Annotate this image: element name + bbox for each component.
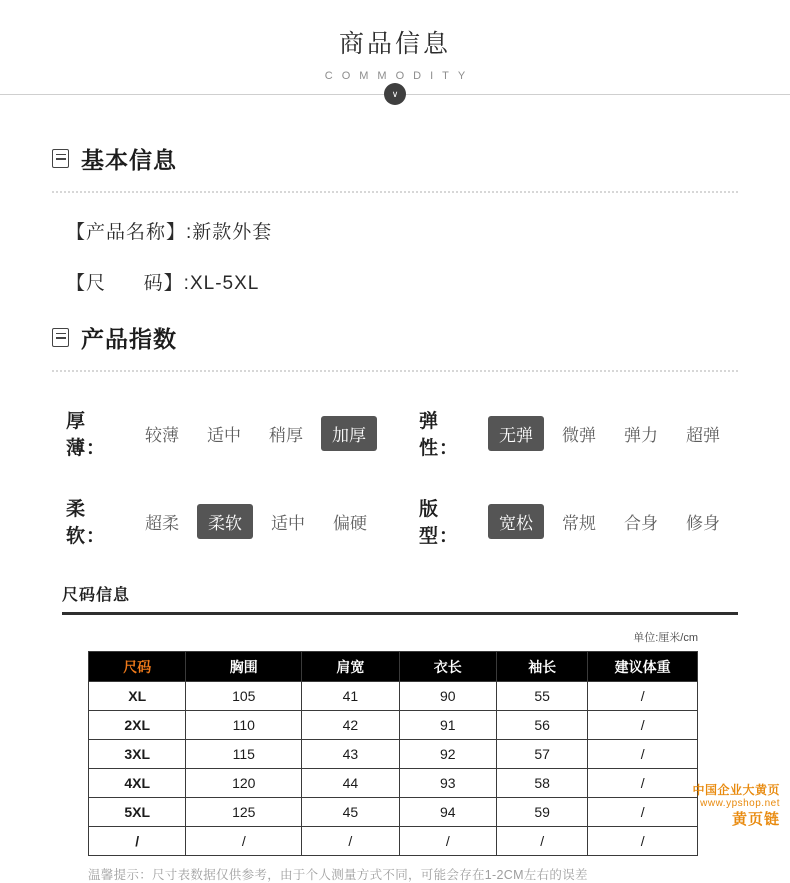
table-row (89, 827, 698, 856)
index-label: 弹性： (419, 411, 460, 459)
size-table-note: 温馨提示：尺寸表数据仅供参考，由于个人测量方式不同，可能会存在1-2CM左右的误差 (88, 868, 588, 882)
index-option[interactable]: 弹力 (624, 425, 658, 445)
column-header-bust: 胸围 (186, 652, 302, 682)
table-row (89, 682, 698, 711)
cell-size: / (89, 827, 186, 856)
watermark-line-3: 黄页链 (731, 811, 780, 829)
index-label: 柔软： (66, 499, 107, 547)
page-title: 商品信息 (338, 30, 451, 58)
index-option[interactable]: 常规 (562, 513, 596, 533)
cell-bust: 115 (186, 740, 302, 769)
index-group-softness (66, 494, 385, 548)
watermark (692, 783, 780, 830)
size-info-heading (62, 582, 738, 615)
cell-length: 93 (399, 769, 496, 798)
list-item: 【尺 码】:XL-5XL (66, 273, 260, 294)
cell-size: 4XL (89, 769, 186, 798)
table-row (89, 798, 698, 827)
size-table-header (89, 652, 698, 682)
column-header-length: 衣长 (399, 652, 496, 682)
product-index-section (0, 321, 790, 548)
index-group-fit (419, 494, 738, 548)
product-index-dotted-divider (52, 370, 738, 372)
table-row (89, 740, 698, 769)
column-header-weight: 建议体重 (588, 652, 698, 682)
index-option[interactable]: 适中 (207, 425, 241, 445)
chevron-down-icon: ∨ (384, 83, 406, 105)
cell-bust: 120 (186, 769, 302, 798)
cell-length: 91 (399, 711, 496, 740)
size-table (88, 651, 698, 856)
basic-info-heading (52, 142, 738, 175)
basic-info-dotted-divider (52, 191, 738, 193)
index-row (66, 494, 738, 548)
cell-bust: 105 (186, 682, 302, 711)
product-index-rows (52, 406, 738, 548)
cell-shoulder: 45 (302, 798, 399, 827)
cell-shoulder: / (302, 827, 399, 856)
cell-size: XL (89, 682, 186, 711)
size-unit-label: 单位:厘米/cm (633, 632, 698, 644)
cell-size: 2XL (89, 711, 186, 740)
size-info-title: 尺码信息 (62, 587, 131, 604)
table-row (89, 711, 698, 740)
size-table-body (89, 682, 698, 856)
cell-length: 94 (399, 798, 496, 827)
watermark-line-2: www.ypshop.net (700, 797, 780, 809)
index-option[interactable]: 合身 (624, 513, 658, 533)
cell-sleeve: 55 (497, 682, 588, 711)
header-divider (0, 89, 790, 116)
cell-length: / (399, 827, 496, 856)
cell-size: 3XL (89, 740, 186, 769)
cell-bust: / (186, 827, 302, 856)
index-label: 厚薄： (66, 411, 107, 459)
page-subtitle: COMMODITY (324, 70, 475, 82)
page-header (0, 0, 790, 116)
cell-shoulder: 44 (302, 769, 399, 798)
index-option[interactable]: 稍厚 (269, 425, 303, 445)
index-label: 版型： (419, 499, 460, 547)
basic-info-section (0, 142, 790, 295)
cell-sleeve: 59 (497, 798, 588, 827)
cell-shoulder: 41 (302, 682, 399, 711)
index-option[interactable]: 超弹 (686, 425, 720, 445)
basic-info-list (52, 217, 738, 295)
cell-shoulder: 42 (302, 711, 399, 740)
index-option[interactable]: 偏硬 (333, 513, 367, 533)
cell-weight: / (588, 682, 698, 711)
cell-length: 92 (399, 740, 496, 769)
watermark-line-1: 中国企业大黄页 (692, 782, 780, 797)
basic-info-title: 基本信息 (81, 147, 177, 173)
product-index-heading (52, 321, 738, 354)
column-header-shoulder: 肩宽 (302, 652, 399, 682)
index-option[interactable]: 较薄 (145, 425, 179, 445)
table-row (89, 769, 698, 798)
cell-shoulder: 43 (302, 740, 399, 769)
index-option-selected[interactable]: 宽松 (488, 504, 544, 539)
table-row (89, 652, 698, 682)
cell-sleeve: 57 (497, 740, 588, 769)
product-index-title: 产品指数 (81, 326, 177, 352)
cell-sleeve: 58 (497, 769, 588, 798)
index-group-elasticity (419, 406, 738, 460)
index-option-selected[interactable]: 无弹 (488, 416, 544, 451)
list-item: 【产品名称】:新款外套 (66, 222, 273, 243)
cell-weight: / (588, 711, 698, 740)
cell-length: 90 (399, 682, 496, 711)
list-icon (52, 149, 69, 168)
cell-bust: 110 (186, 711, 302, 740)
list-icon (52, 328, 69, 347)
cell-sleeve: 56 (497, 711, 588, 740)
column-header-sleeve: 袖长 (497, 652, 588, 682)
index-option[interactable]: 修身 (686, 513, 720, 533)
cell-sleeve: / (497, 827, 588, 856)
index-option-selected[interactable]: 柔软 (197, 504, 253, 539)
index-option[interactable]: 微弹 (562, 425, 596, 445)
index-option[interactable]: 超柔 (145, 513, 179, 533)
cell-weight: / (588, 769, 698, 798)
cell-size: 5XL (89, 798, 186, 827)
cell-weight: / (588, 827, 698, 856)
column-header-size: 尺码 (89, 652, 186, 682)
cell-weight: / (588, 798, 698, 827)
index-option-selected[interactable]: 加厚 (321, 416, 377, 451)
size-table-wrapper (88, 651, 698, 856)
index-option[interactable]: 适中 (271, 513, 305, 533)
cell-bust: 125 (186, 798, 302, 827)
index-row (66, 406, 738, 460)
index-group-thickness (66, 406, 385, 460)
cell-weight: / (588, 740, 698, 769)
